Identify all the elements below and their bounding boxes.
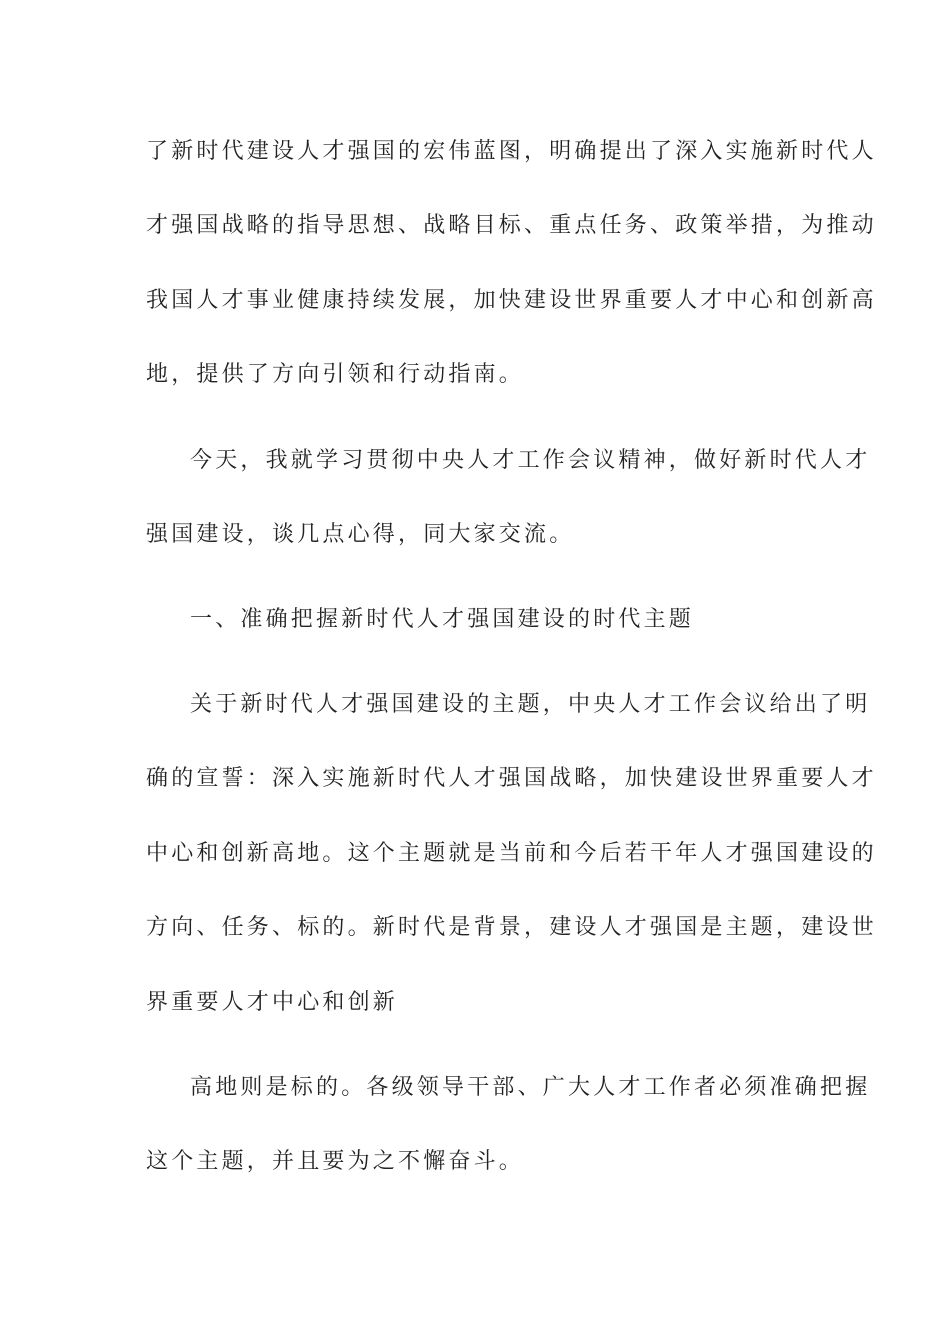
paragraph-line: 强国建设，谈几点心得，同大家交流。 [146,522,575,547]
paragraph-line: 确的宣誓：深入实施新时代人才强国战略，加快建设世界重要人才 [146,766,877,791]
paragraph-line: 界重要人才中心和创新 [146,990,399,1015]
paragraph-line: 今天，我就学习贯彻中央人才工作会议精神，做好新时代人才 [190,448,871,473]
paragraph-line: 这个主题，并且要为之不懈奋斗。 [146,1149,525,1174]
paragraph-line: 地，提供了方向引领和行动指南。 [146,362,525,387]
paragraph-line: 才强国战略的指导思想、战略目标、重点任务、政策举措，为推动 [146,213,877,238]
paragraph-line: 方向、任务、标的。新时代是背景，建设人才强国是主题，建设世 [146,915,877,940]
paragraph-line: 中心和创新高地。这个主题就是当前和今后若干年人才强国建设的 [146,841,877,866]
paragraph-line: 了新时代建设人才强国的宏伟蓝图，明确提出了深入实施新时代人 [146,139,877,164]
paragraph-line: 高地则是标的。各级领导干部、广大人才工作者必须准确把握 [190,1075,871,1100]
paragraph-line: 我国人才事业健康持续发展，加快建设世界重要人才中心和创新高 [146,288,877,313]
section-heading: 一、准确把握新时代人才强国建设的时代主题 [190,607,695,632]
paragraph-line: 关于新时代人才强国建设的主题，中央人才工作会议给出了明 [190,692,871,717]
